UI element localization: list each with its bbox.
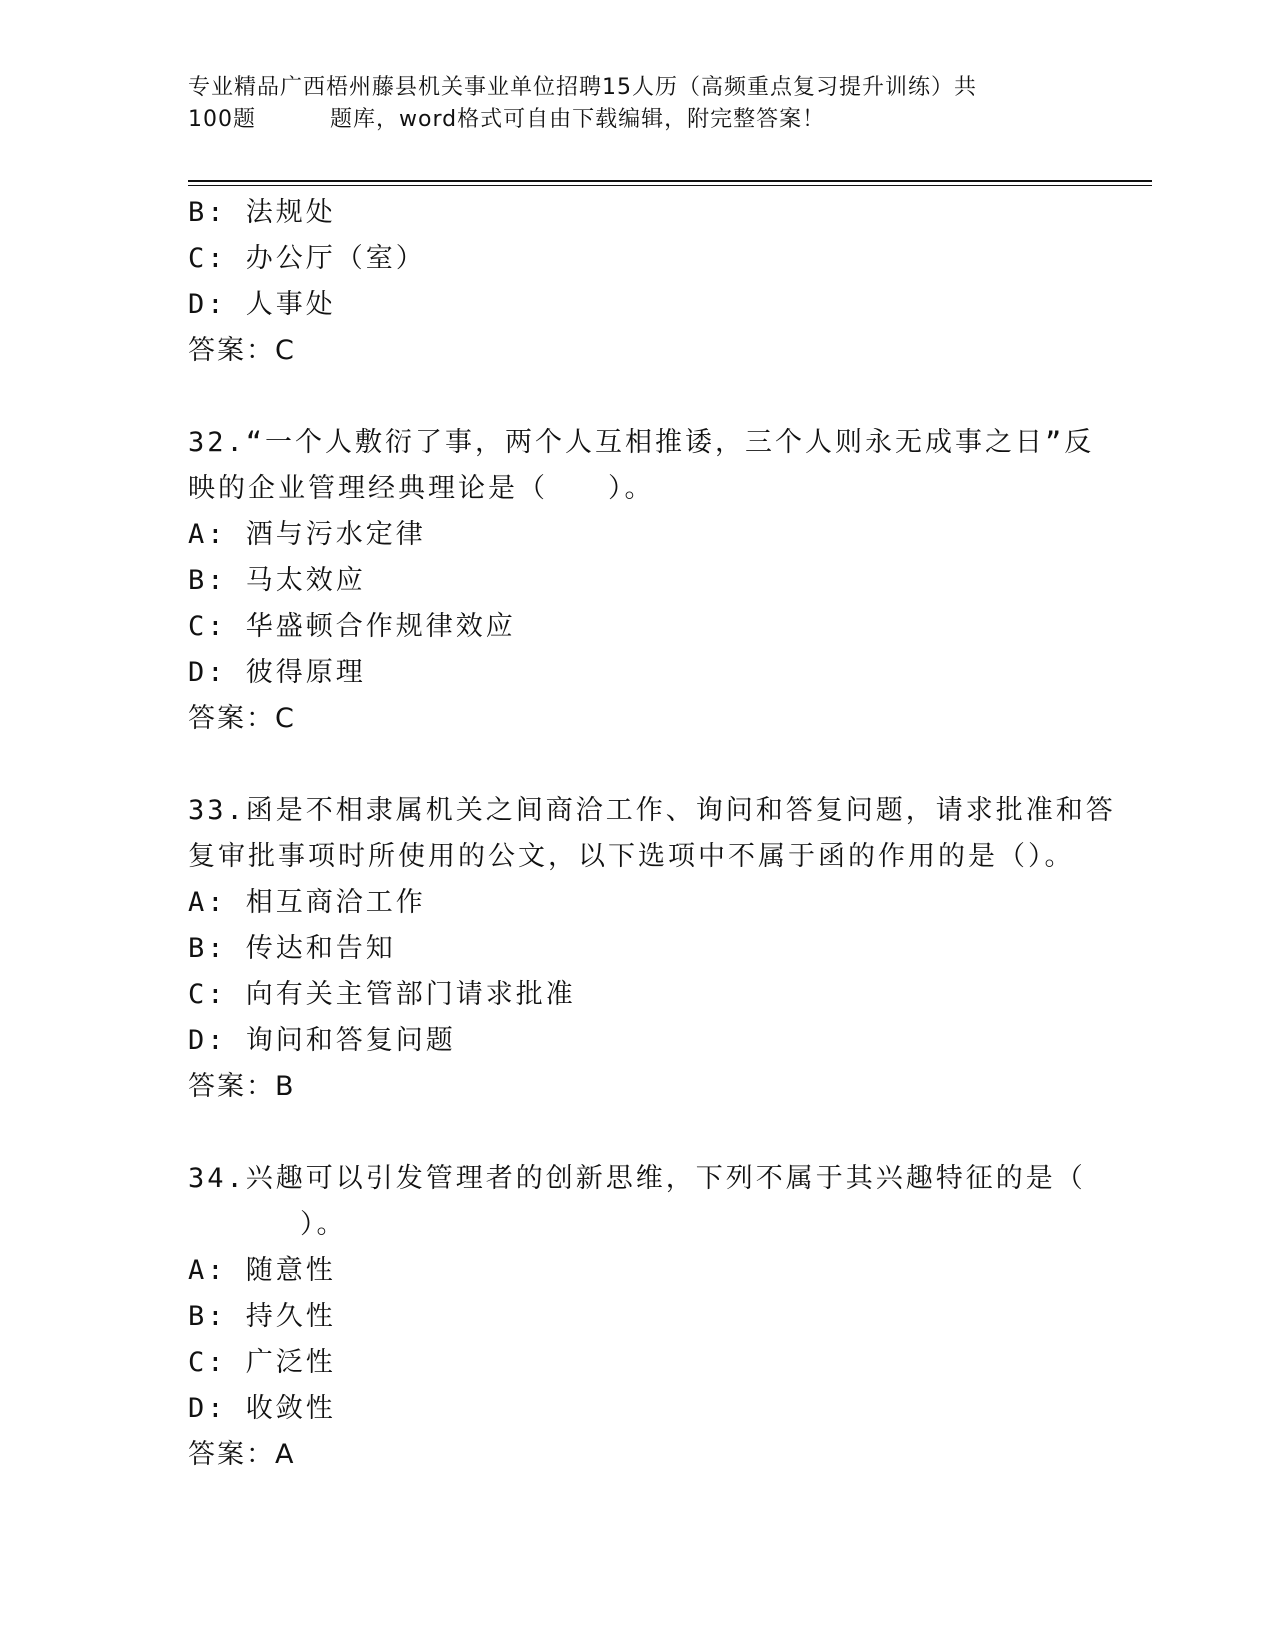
question-text: 33.函是不相隶属机关之间商洽工作、询问和答复问题，请求批准和答	[188, 795, 1116, 826]
header-description: 题库，word格式可自由下载编辑，附完整答案！	[330, 107, 826, 132]
header-line-2	[188, 104, 1088, 136]
option-b: B: 马太效应	[188, 565, 366, 596]
option-d: D: 询问和答复问题	[188, 1025, 456, 1056]
answer-line: 答案：C	[188, 335, 296, 366]
option-b: B: 持久性	[188, 1301, 336, 1332]
option-c: C: 向有关主管部门请求批准	[188, 979, 576, 1010]
header-line-1: 专业精品广西梧州藤县机关事业单位招聘15人历（高频重点复习提升训练）共	[188, 75, 977, 100]
question-32	[188, 420, 1095, 742]
option-a: A: 随意性	[188, 1255, 336, 1286]
question-text: 映的企业管理经典理论是（ ）。	[188, 473, 655, 504]
answer-line: 答案：B	[188, 1071, 296, 1102]
option-d: D: 彼得原理	[188, 657, 366, 688]
header-divider-thin	[188, 185, 1152, 186]
option-a: A: 相互商洽工作	[188, 887, 426, 918]
option-d: D: 人事处	[188, 289, 336, 320]
option-d: D: 收敛性	[188, 1393, 336, 1424]
option-a: A: 酒与污水定律	[188, 519, 426, 550]
option-b: B: 传达和告知	[188, 933, 396, 964]
header-count: 100题	[188, 107, 256, 132]
question-text: ）。	[300, 1209, 347, 1240]
question-33	[188, 788, 1116, 1110]
option-c: C: 广泛性	[188, 1347, 336, 1378]
question-34	[188, 1156, 1088, 1478]
document-header	[188, 72, 1088, 136]
question-content	[188, 190, 1116, 1478]
question-text: 34.兴趣可以引发管理者的创新思维，下列不属于其兴趣特征的是（	[188, 1163, 1086, 1194]
question-text: 32.“一个人敷衍了事，两个人互相推诿，三个人则永无成事之日”反	[188, 427, 1095, 458]
header-divider	[188, 180, 1152, 182]
answer-line: 答案：A	[188, 1439, 296, 1470]
question-text: 复审批事项时所使用的公文，以下选项中不属于函的作用的是（）。	[188, 841, 1075, 872]
question-31-continuation	[188, 190, 1088, 374]
option-b: B: 法规处	[188, 197, 336, 228]
option-c: C: 华盛顿合作规律效应	[188, 611, 516, 642]
option-c: C: 办公厅（室）	[188, 243, 426, 274]
answer-line: 答案：C	[188, 703, 296, 734]
